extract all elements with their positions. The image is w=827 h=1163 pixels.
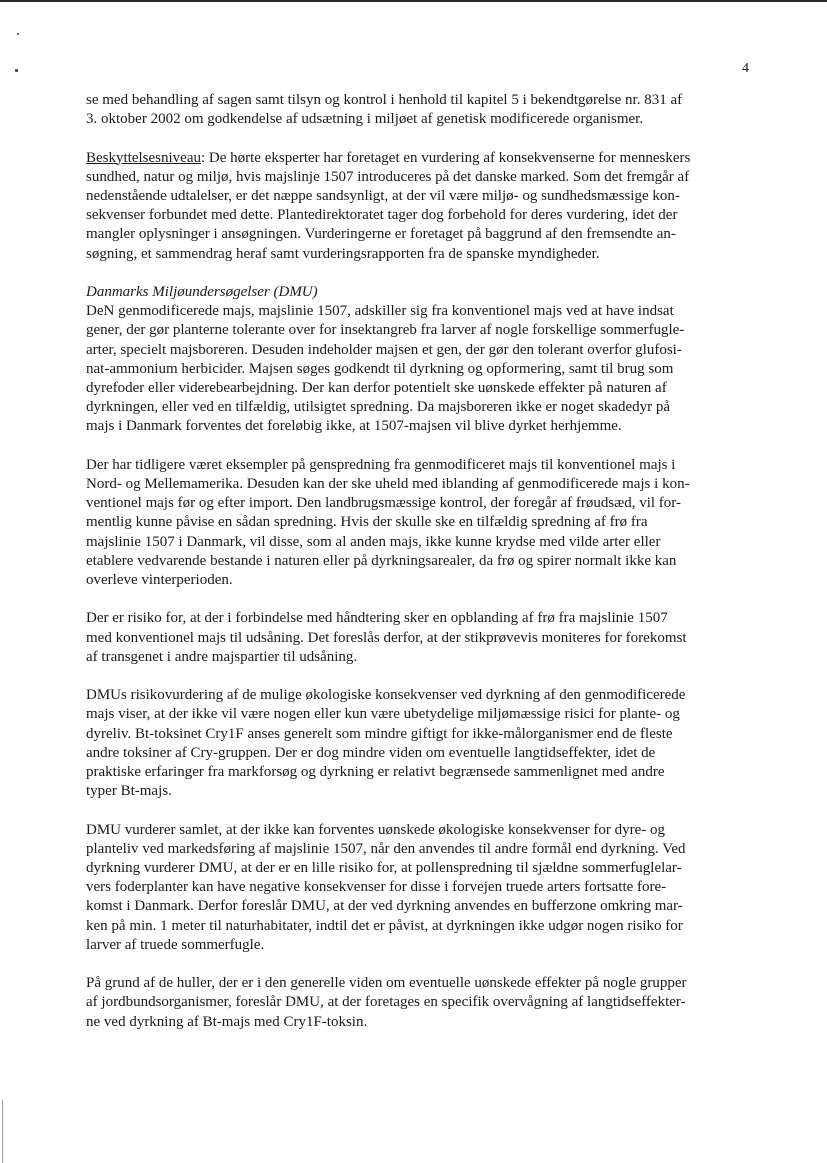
paragraph-procedure — [86, 91, 758, 129]
text-line: arter, specielt majsboreren. Desuden indeholder majsen et gen, der gør den tolerant overfor glufosi- — [86, 341, 682, 358]
protection-level-label: Beskyttelsesniveau — [86, 149, 201, 166]
text-line: søgning, et sammendrag heraf samt vurderingsrapporten fra de spanske myndigheder. — [86, 245, 600, 262]
text-line: DeN genmodificerede majs, majslinie 1507, adskiller sig fra konventionel majs ved at have indsat — [86, 303, 674, 320]
paragraph-overall-assessment — [86, 821, 758, 955]
text-line: andre toksiner af Cry-gruppen. Der er dog mindre viden om eventuelle langtidseffekter, idet de — [86, 744, 656, 761]
scan-speck — [15, 69, 18, 72]
text-line: etablere vedvarende bestande i naturen eller på dyrkningsarealer, da frø og spirer normalt ikke kan — [86, 552, 677, 569]
top-border-rule — [0, 0, 827, 2]
text-line: majs i Danmark forventes det foreløbig ikke, at 1507-majsen vil blive dyrket herhjemme. — [86, 418, 622, 435]
text-line: DMU vurderer samlet, at der ikke kan forventes uønskede økologiske konsekvenser for dyre- og — [86, 821, 665, 838]
text-line: ken på min. 1 meter til naturhabitater, indtil det er påvist, at dyrkningen ikke udgør nogen risiko for — [86, 917, 683, 934]
text-line: nedenstående udtalelser, er det næppe sandsynligt, at der vil være miljø- og sundhedsmæssige kon- — [86, 188, 680, 204]
text-line: af jordbundsorganismer, foreslår DMU, at der foretages en specifik overvågning af langtidseffekter- — [86, 994, 686, 1011]
text-line: vers foderplanter kan have negative konsekvenser for disse i forvejen truede arters fortsatte fore- — [86, 879, 667, 896]
text-line: 3. oktober 2002 om godkendelse af udsætning i miljøet af genetisk modificerede organismer. — [86, 111, 644, 128]
text-line: majslinie 1507 i Danmark, vil disse, som al anden majs, ikke kunne krydse med vilde arter eller — [86, 533, 661, 550]
scan-speck — [17, 33, 19, 35]
paragraph-gene-spread — [86, 456, 758, 590]
text-line: af transgenet i andre majspartier til udsåning. — [86, 648, 358, 665]
paragraph-protection-level — [86, 149, 758, 264]
text-line: komst i Danmark. Derfor foreslår DMU, at der ved dyrkning anvendes en bufferzone omkring mar- — [86, 898, 683, 915]
text-line: dyreliv. Bt-toksinet Cry1F anses generelt som mindre giftigt for ikke-målorganismer end de fleste — [86, 725, 673, 742]
section-dmu — [86, 283, 758, 437]
paragraph-monitoring — [86, 974, 758, 1032]
text-line: dyrkningen, eller ved en tilfældig, utilsigtet spredning. Da majsboreren ikke er noget skadedyr på — [86, 399, 671, 416]
text-line: majs viser, at der ikke vil være nogen eller kun være ubetydelige miljømæssige risici for plante- og — [86, 706, 680, 723]
text-line: praktiske erfaringer fra markforsøg og dyrkning er relativt begrænsede sammenlignet med andre — [86, 764, 665, 781]
text-line: dyrkning vurderer DMU, at der er en lille risiko for, at pollenspredning til sjældne sommerfuglelar- — [86, 860, 682, 877]
text-run: : De hørte eksperter har foretaget en vurdering af konsekvenserne for menneskers — [200, 149, 691, 166]
text-line: typer Bt-majs. — [86, 783, 172, 800]
text-line: ne ved dyrkning af Bt-majs med Cry1F-toksin. — [86, 1013, 368, 1030]
text-line: ventionel majs før og efter import. Den landbrugsmæssige kontrol, der foregår af frøudsæd, vil for- — [86, 495, 681, 512]
page-number: 4 — [742, 61, 749, 76]
left-margin-rule — [2, 1100, 3, 1163]
paragraph-seed-mixing — [86, 609, 758, 667]
paragraph-risk-assessment — [86, 686, 758, 801]
text-line: dyrefoder eller viderebearbejdning. Der kan derfor potentielt ske uønskede effekter på naturen af — [86, 380, 667, 397]
text-line: gener, der gør planterne tolerante over for insektangreb fra larver af nogle forskellige sommerfugle- — [86, 322, 685, 339]
text-line: Der har tidligere været eksempler på genspredning fra genmodificeret majs til konventionel majs i — [86, 456, 676, 473]
text-line: planteliv ved markedsføring af majslinie 1507, når den anvendes til andre formål end dyrkning. Ved — [86, 840, 686, 857]
text-line: med konventionel majs til udsåning. Det foreslås derfor, at der stikprøvevis moniteres for forekomst — [86, 629, 687, 646]
text-line: mangler oplysninger i ansøgningen. Vurderingerne er foretaget på baggrund af den fremsendte an- — [86, 226, 676, 243]
text-line: sekvenser forbundet med dette. Plantedirektoratet tager dog forbehold for deres vurdering, idet der — [86, 207, 678, 224]
text-line: DMUs risikovurdering af de mulige økologiske konsekvenser ved dyrkning af den genmodificerede — [86, 687, 686, 704]
text-line: sundhed, natur og miljø, hvis majslinje 1507 introduceres på det danske marked. Som det fremgår af — [86, 168, 690, 185]
paragraph-dmu-intro — [86, 302, 758, 436]
text-line: Nord- og Mellemamerika. Desuden kan der ske uheld med iblanding af genmodificerede majs i kon- — [86, 476, 690, 493]
text-line: se med behandling af sagen samt tilsyn og kontrol i henhold til kapitel 5 i bekendtgørelse nr. 831 af — [86, 92, 683, 108]
text-line: På grund af de huller, der er i den generelle viden om eventuelle uønskede effekter på nogle grupper — [86, 975, 687, 992]
text-line: Der er risiko for, at der i forbindelse med håndtering sker en opblanding af frø fra majslinie 1507 — [86, 610, 668, 627]
text-line: nat-ammonium herbicider. Majsen søges godkendt til dyrkning og opformering, samt til brug som — [86, 360, 674, 377]
text-line: overleve vinterperioden. — [86, 572, 233, 589]
text-line: larver af truede sommerfugle. — [86, 936, 265, 953]
text-line — [86, 149, 758, 168]
document-body — [86, 91, 758, 1051]
section-heading: Danmarks Miljøundersøgelser (DMU) — [86, 284, 318, 300]
text-line: mentlig kunne påvise en sådan spredning. Hvis der skulle ske en tilfældig spredning af frø fra — [86, 514, 648, 531]
